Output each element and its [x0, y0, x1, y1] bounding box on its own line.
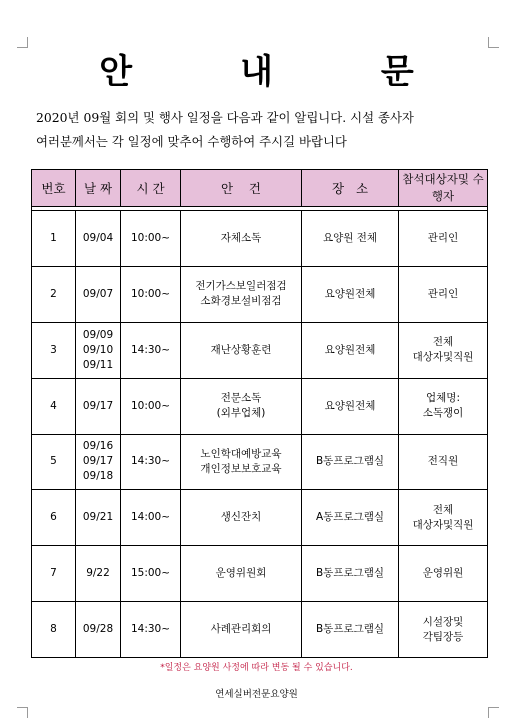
cell-item: 생신잔치 [181, 490, 302, 546]
cell-no: 6 [32, 490, 76, 546]
cell-date: 09/17 [76, 378, 121, 434]
cell-time: 14:00~ [121, 490, 181, 546]
page-corner-mark [488, 707, 499, 718]
header-place: 장 소 [302, 170, 399, 207]
cell-place: 요양원전체 [302, 378, 399, 434]
cell-attendee: 운영위원 [399, 546, 488, 602]
cell-date: 09/04 [76, 211, 121, 267]
cell-attendee: 관리인 [399, 211, 488, 267]
cell-place: 요양원 전체 [302, 211, 399, 267]
cell-place: A동프로그램실 [302, 490, 399, 546]
cell-no: 8 [32, 602, 76, 658]
cell-place: B동프로그램실 [302, 602, 399, 658]
title-char: 내 [240, 52, 273, 92]
table-header-row [32, 170, 488, 207]
cell-attendee: 전체 대상자및직원 [399, 322, 488, 378]
cell-date: 9/22 [76, 546, 121, 602]
cell-attendee: 전체 대상자및직원 [399, 490, 488, 546]
cell-time: 15:00~ [121, 546, 181, 602]
cell-time: 14:30~ [121, 602, 181, 658]
table-row [32, 602, 488, 658]
cell-date: 09/28 [76, 602, 121, 658]
table-row [32, 546, 488, 602]
cell-no: 3 [32, 322, 76, 378]
header-attendee: 참석대상자및 수행자 [399, 170, 488, 207]
title-char: 안 [99, 52, 133, 92]
cell-item: 사례관리회의 [181, 602, 302, 658]
title-char: 문 [380, 52, 414, 92]
cell-time: 14:30~ [121, 434, 181, 490]
cell-attendee: 업체명: 소독쟁이 [399, 378, 488, 434]
cell-item: 재난상황훈련 [181, 322, 302, 378]
cell-attendee: 관리인 [399, 266, 488, 322]
organization-name: 연세실버전문요양원 [215, 689, 298, 700]
cell-time: 10:00~ [121, 378, 181, 434]
intro-paragraph [36, 106, 492, 154]
table-row [32, 211, 488, 267]
page-corner-mark [17, 707, 28, 718]
cell-attendee: 시설장및 각팀장등 [399, 602, 488, 658]
table-row [32, 378, 488, 434]
cell-no: 4 [32, 378, 76, 434]
cell-date: 09/07 [76, 266, 121, 322]
cell-time: 14:30~ [121, 322, 181, 378]
cell-item: 전문소독 (외부업체) [181, 378, 302, 434]
cell-no: 1 [32, 211, 76, 267]
cell-item: 운영위원회 [181, 546, 302, 602]
cell-date: 09/09 09/10 09/11 [76, 322, 121, 378]
cell-date: 09/16 09/17 09/18 [76, 434, 121, 490]
cell-place: 요양원전체 [302, 322, 399, 378]
header-no: 번호 [32, 170, 76, 207]
intro-line: 2020년 09월 회의 및 행사 일정을 다음과 같이 알립니다. 시설 종사자 [36, 110, 414, 125]
page-title [0, 44, 513, 93]
intro-line: 여러분께서는 각 일정에 맞추어 수행하여 주시길 바랍니다 [36, 134, 347, 149]
cell-place: 요양원전체 [302, 266, 399, 322]
cell-date: 09/21 [76, 490, 121, 546]
cell-no: 7 [32, 546, 76, 602]
cell-item: 전기가스보일러점검 소화경보설비점검 [181, 266, 302, 322]
cell-time: 10:00~ [121, 266, 181, 322]
cell-item: 노인학대예방교육 개인정보보호교육 [181, 434, 302, 490]
notice-text: *일정은 요양원 사정에 따라 변동 될 수 있습니다. [160, 663, 353, 673]
cell-item: 자체소독 [181, 211, 302, 267]
cell-place: B동프로그램실 [302, 546, 399, 602]
header-item: 안 건 [181, 170, 302, 207]
table-row [32, 434, 488, 490]
cell-no: 2 [32, 266, 76, 322]
cell-attendee: 전직원 [399, 434, 488, 490]
table-row [32, 490, 488, 546]
header-time: 시 간 [121, 170, 181, 207]
table-row [32, 322, 488, 378]
cell-no: 5 [32, 434, 76, 490]
schedule-table [31, 169, 488, 658]
cell-place: B동프로그램실 [302, 434, 399, 490]
table-row [32, 266, 488, 322]
cell-time: 10:00~ [121, 211, 181, 267]
header-date: 날 짜 [76, 170, 121, 207]
